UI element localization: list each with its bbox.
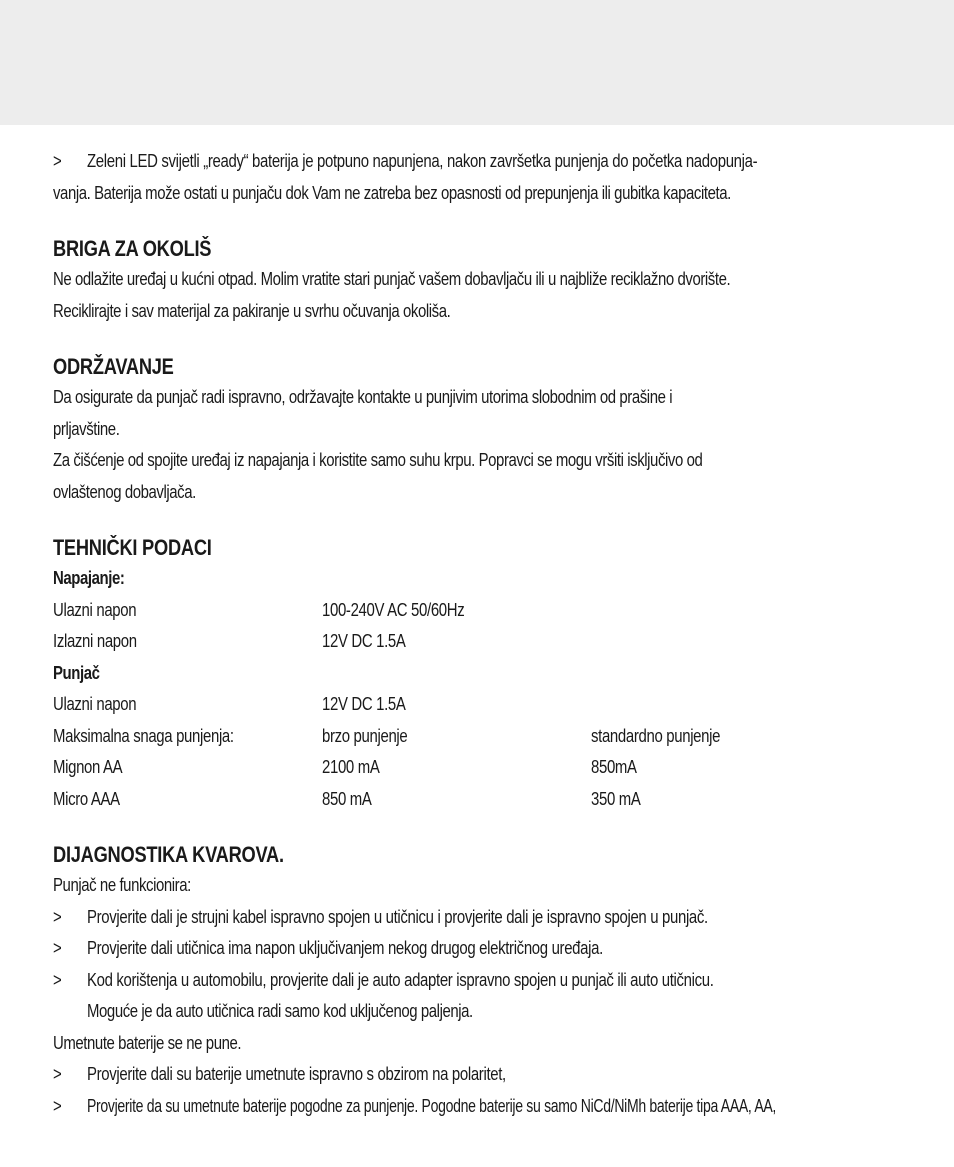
spec-value: 100-240V AC 50/60Hz — [322, 599, 465, 620]
bullet-mark: > — [53, 151, 62, 171]
page-header-band — [0, 0, 954, 125]
spec-value: brzo punjenje — [322, 725, 408, 746]
diagnostics-bullet-text: Provjerite dali su baterije umetnute ispravno s obzirom na polaritet, — [87, 1064, 506, 1084]
maintenance-heading: ODRŽAVANJE — [53, 354, 174, 379]
spec-row — [53, 752, 913, 784]
power-supply-label-row — [53, 563, 913, 595]
spec-value-standard: standardno punjenje — [591, 725, 721, 746]
spec-value: 850 mA — [322, 788, 372, 809]
maintenance-line-1: Da osigurate da punjač radi ispravno, održavajte kontakte u punjivim utorima slobodnim od prašine i — [53, 387, 673, 407]
charger-label-row — [53, 658, 913, 690]
spec-value-standard: 850mA — [591, 757, 637, 777]
spec-label: Maksimalna snaga punjenja: — [53, 725, 234, 746]
spec-label: Ulazni napon — [53, 599, 137, 620]
spec-row — [53, 595, 913, 627]
spec-label: Izlazni napon — [53, 631, 137, 651]
diagnostics-heading: DIJAGNOSTIKA KVAROVA. — [53, 842, 284, 867]
spec-value-standard: 350 mA — [591, 788, 641, 809]
intro-line-2-row — [53, 178, 913, 210]
spec-row — [53, 626, 913, 658]
diagnostics-bullet-text: Provjerite da su umetnute baterije pogodne za punjenje. Pogodne baterije su samo NiCd/NiMh baterije tipa AAA, AA, — [87, 1095, 777, 1116]
diagnostics-bullet — [53, 1059, 913, 1091]
intro-line-1: Zeleni LED svijetli „ready“ baterija je potpuno napunjena, nakon završetka punjenja do početka nadopunja- — [87, 151, 758, 171]
spec-value: 12V DC 1.5A — [322, 694, 406, 714]
environment-line-1-row — [53, 264, 913, 296]
diagnostics-bullet — [53, 902, 913, 934]
diagnostics-bullet — [53, 965, 913, 997]
environment-line-1: Ne odlažite uređaj u kućni otpad. Molim vratite stari punjač vašem dobavljaču ili u najbliže reciklažno dvorište. — [53, 269, 731, 289]
spec-value: 2100 mA — [322, 757, 380, 777]
bullet-mark: > — [53, 1064, 62, 1084]
diagnostics-intro-2: Umetnute baterije se ne pune. — [53, 1032, 242, 1053]
diagnostics-bullet-continuation: Moguće je da auto utičnica radi samo kod uključenog paljenja. — [87, 1001, 473, 1021]
spec-row — [53, 784, 913, 816]
bullet-mark: > — [53, 938, 62, 958]
environment-line-2-row — [53, 296, 913, 328]
diagnostics-bullet-text: Kod korištenja u automobilu, provjerite dali je auto adapter ispravno spojen u punjač ili auto utičnicu. — [87, 969, 714, 990]
diagnostics-bullet — [53, 933, 913, 965]
maintenance-line-4: ovlaštenog dobavljača. — [53, 481, 196, 502]
environment-line-2: Reciklirajte i sav materijal za pakiranje u svrhu očuvanja okoliša. — [53, 300, 451, 321]
spec-row — [53, 721, 913, 753]
spec-label: Mignon AA — [53, 757, 123, 777]
maintenance-line-3: Za čišćenje od spojite uređaj iz napajanja i koristite samo suhu krpu. Popravci se mogu vršiti isključivo od — [53, 450, 703, 470]
diagnostics-bullet-text: Provjerite dali utičnica ima napon uključivanjem nekog drugog električnog uređaja. — [87, 938, 603, 958]
spec-value: 12V DC 1.5A — [322, 631, 406, 651]
document-body — [53, 146, 913, 1122]
environment-heading: BRIGA ZA OKOLIŠ — [53, 236, 212, 261]
spec-label: Ulazni napon — [53, 694, 137, 714]
intro-bullet — [53, 146, 913, 178]
intro-line-2: vanja. Baterija može ostati u punjaču dok Vam ne zatreba bez opasnosti od prepunjenja ili gubitka kapaciteta. — [53, 182, 731, 203]
power-supply-label: Napajanje: — [53, 568, 125, 588]
bullet-mark: > — [53, 1095, 62, 1116]
spec-row — [53, 689, 913, 721]
bullet-mark: > — [53, 906, 62, 927]
diagnostics-bullet — [53, 1091, 913, 1123]
technical-heading: TEHNIČKI PODACI — [53, 535, 212, 560]
bullet-mark: > — [53, 969, 62, 990]
diagnostics-intro-1: Punjač ne funkcionira: — [53, 875, 191, 895]
diagnostics-bullet-text: Provjerite dali je strujni kabel ispravno spojen u utičnicu i provjerite dali je ispravno spojen u punjač. — [87, 906, 708, 927]
maintenance-line-2: prljavštine. — [53, 418, 120, 439]
charger-label: Punjač — [53, 662, 100, 683]
spec-label: Micro AAA — [53, 788, 120, 809]
